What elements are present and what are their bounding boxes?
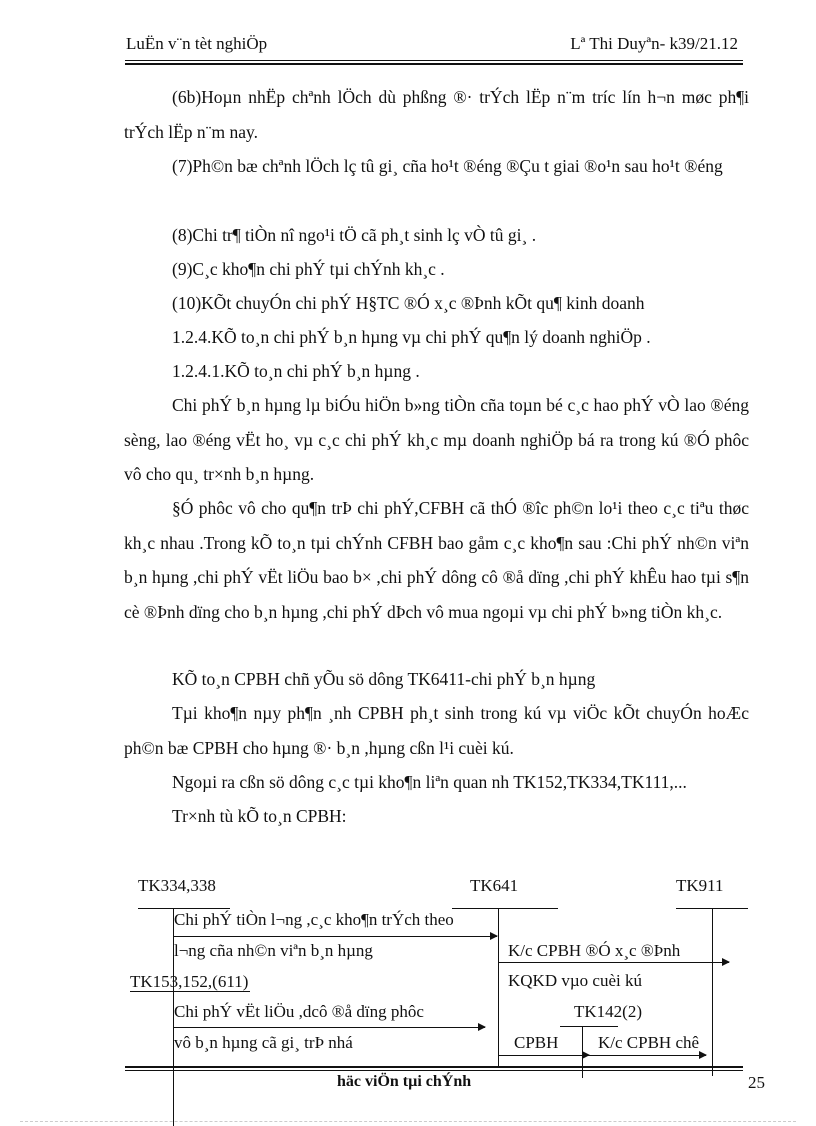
pending-arrow <box>588 1055 706 1056</box>
paragraph: Chi phÝ b¸n hµng lµ biÓu hiÖn b»ng tiÒn cña toµn bé c¸c hao phÝ vÒ lao ®éng sèng, lao ®éng vËt ho¸ vµ c¸c chi phÝ kh¸c mµ doanh nghiÖp bá ra trong kú ®Ó phôc vô cho qu¸ tr×nh b¸n hµng. <box>124 395 749 484</box>
paragraph: (8)Chi tr¶ tiÒn nî ngo¹i tÖ cã ph¸t sinh lç vÒ tû gi¸ . <box>172 225 537 245</box>
paragraph: (7)Ph©n bæ chªnh lÖch lç tû gi¸ cña ho¹t ®éng ®Çu t giai ®o¹n sau ho¹t ®éng <box>172 156 723 176</box>
header-rule <box>125 63 743 65</box>
footer-rule <box>125 1070 743 1071</box>
paragraph: (9)C¸c kho¶n chi phÝ tµi chÝnh kh¸c . <box>172 259 445 279</box>
entry-text: vô b¸n hµng cã gi¸ trÞ nhá <box>174 1033 353 1052</box>
taccount-334-top <box>138 908 230 909</box>
header-rule <box>125 60 743 61</box>
entry-text: Chi phÝ tiÒn l¬ng ,c¸c kho¶n trÝch theo <box>174 910 454 929</box>
entry-arrow <box>173 1027 485 1028</box>
paragraph: Ngoµi ra cßn sö dông c¸c tµi kho¶n liªn quan nh TK152,TK334,TK111,... <box>172 772 687 792</box>
paragraph: Tr×nh tù kÕ to¸n CPBH: <box>172 806 347 826</box>
account-label-911: TK911 <box>676 876 724 895</box>
taccount-641-top <box>452 908 558 909</box>
footer-rule <box>125 1066 743 1068</box>
page-edge <box>20 1121 796 1122</box>
page-number: 25 <box>748 1073 765 1092</box>
taccount-142-top <box>560 1026 618 1027</box>
taccount-153-top <box>130 991 250 992</box>
pending-text: K/c CPBH chê <box>598 1033 700 1052</box>
entry-text: l¬ng cña nh©n viªn b¸n hµng <box>174 941 373 960</box>
header-left: LuËn v¨n tèt nghiÖp <box>126 34 268 53</box>
paragraph: (10)KÕt chuyÓn chi phÝ H§TC ®Ó x¸c ®Þnh kÕt qu¶ kinh doanh <box>172 293 645 313</box>
closing-text: KQKD vµo cuèi kú <box>508 971 642 990</box>
section-heading: 1.2.4.KÕ to¸n chi phÝ b¸n hµng vµ chi phÝ qu¶n lý doanh nghiÖp . <box>172 327 651 347</box>
allocation-arrow <box>499 1055 589 1056</box>
account-label-153: TK153,152,(611) <box>130 972 249 991</box>
footer-title: häc viÖn tµi chÝnh <box>337 1073 472 1090</box>
paragraph: Tµi kho¶n nµy ph¶n ¸nh CPBH ph¸t sinh trong kú vµ viÖc kÕt chuyÓn hoÆc ph©n bæ CPBH cho hµng ®· b¸n ,hµng cßn l¹i cuèi kú. <box>124 703 749 758</box>
entry-text: Chi phÝ vËt liÖu ,dcô ®å dïng phôc <box>174 1002 424 1021</box>
closing-arrow <box>499 962 729 963</box>
closing-text: K/c CPBH ®Ó x¸c ®Þnh <box>508 941 681 960</box>
taccount-641-stem <box>498 908 499 1066</box>
account-label-142: TK142(2) <box>574 1002 642 1021</box>
header-right: Lª Thi Duyªn- k39/21.12 <box>570 34 738 53</box>
account-label-334: TK334,338 <box>138 876 216 895</box>
paragraph: KÕ to¸n CPBH chñ yÕu sö dông TK6411-chi phÝ b¸n hµng <box>172 669 596 689</box>
entry-arrow <box>173 936 497 937</box>
section-heading: 1.2.4.1.KÕ to¸n chi phÝ b¸n hµng . <box>172 361 420 381</box>
taccount-911-stem <box>712 908 713 1076</box>
account-label-641: TK641 <box>470 876 519 895</box>
paragraph: §Ó phôc vô cho qu¶n trÞ chi phÝ,CFBH cã thÓ ®îc ph©n lo¹i theo c¸c tiªu thøc kh¸c nhau .Trong kÕ to¸n tµi chÝnh CFBH bao gåm c¸c kho¶n sau :Chi phÝ nh©n viªn b¸n hµng ,chi phÝ vËt liÖu bao b× ,chi phÝ dông cô ®å dïng ,chi phÝ khÊu hao tµi s¶n cè ®Þnh dïng cho b¸n hµng ,chi phÝ dÞch vô mua ngoµi vµ chi phÝ b»ng tiÒn kh¸c. <box>124 498 749 622</box>
paragraph: (6b)Hoµn nhËp chªnh lÖch dù phßng ®· trÝch lËp n¨m tríc lín h¬n møc ph¶i trÝch lËp n¨m nay. <box>124 87 749 142</box>
allocation-text: CPBH <box>514 1033 559 1052</box>
